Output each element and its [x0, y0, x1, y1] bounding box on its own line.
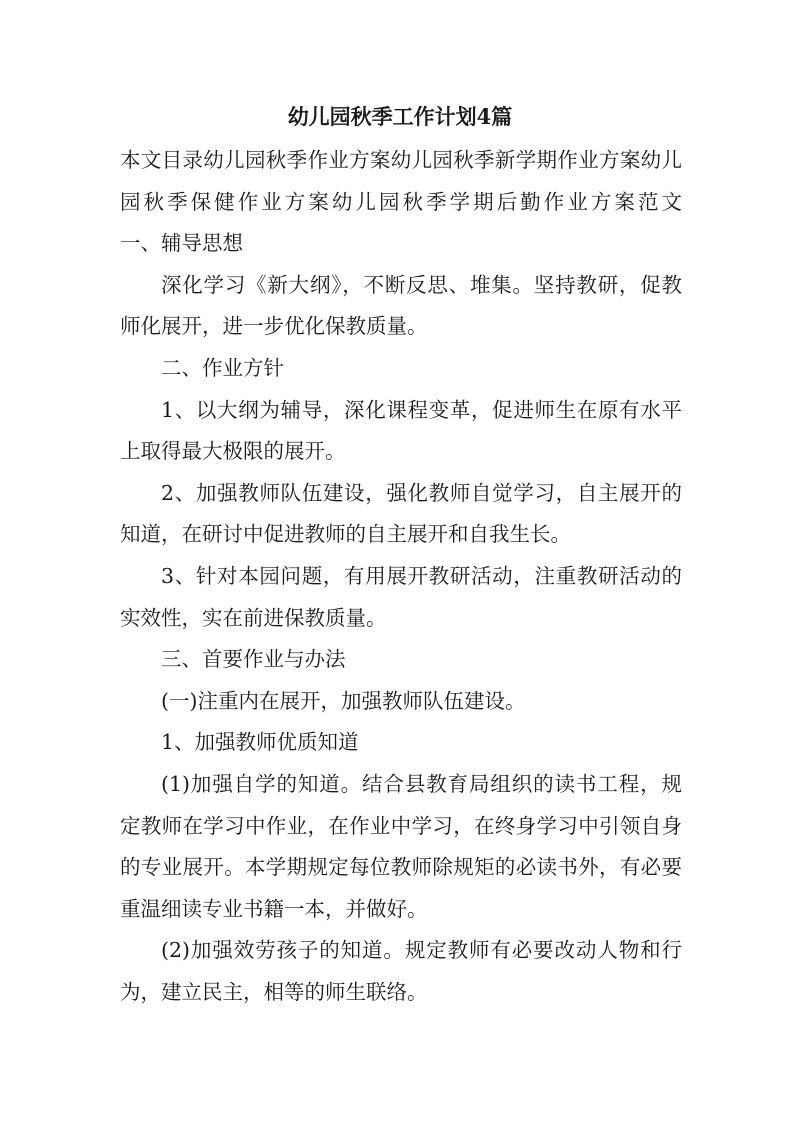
paragraph-guiding-thought: 深化学习《新大纲》，不断反思、堆集。坚持教研，促教师化展开，进一步优化保教质量。 — [120, 272, 682, 339]
paragraph-goal-3: 3、针对本园问题，有用展开教研活动，注重教研活动的实效性，实在前进保教质量。 — [120, 563, 682, 630]
section-heading-main-work: 三、首要作业与办法 — [161, 647, 346, 672]
subheading-internal-development: (一)注重内在展开，加强教师队伍建设。 — [161, 688, 526, 713]
paragraph-self-study: (1)加强自学的知道。结合县教育局组织的读书工程，规定教师在学习中作业，在作业中学习，在终身学习中引领自身的专业展开。本学期规定每位教师除规矩的必读书外，有必要重温细读专业书籍一本，并做好。 — [120, 771, 682, 921]
subheading-teacher-awareness: 1、加强教师优质知道 — [161, 730, 359, 755]
paragraph-goal-2: 2、加强教师队伍建设，强化教师自觉学习，自主展开的知道，在研讨中促进教师的自主展开和自我生长。 — [120, 480, 682, 547]
document-body — [120, 140, 723, 1013]
paragraph-goal-1: 1、以大纲为辅导，深化课程变革，促进师生在原有水平上取得最大极限的展开。 — [120, 397, 682, 464]
section-heading-work-goals: 二、作业方针 — [161, 355, 284, 380]
document-title: 幼儿园秋季工作计划4篇 — [287, 104, 513, 129]
paragraph-serve-children: (2)加强效劳孩子的知道。规定教师有必要改动人物和行为，建立民主，相等的师生联络。 — [120, 938, 682, 1004]
paragraph-table-of-contents: 本文目录幼儿园秋季作业方案幼儿园秋季新学期作业方案幼儿园秋季保健作业方案幼儿园秋季学期后勤作业方案范文 一、辅导思想 — [120, 148, 723, 256]
